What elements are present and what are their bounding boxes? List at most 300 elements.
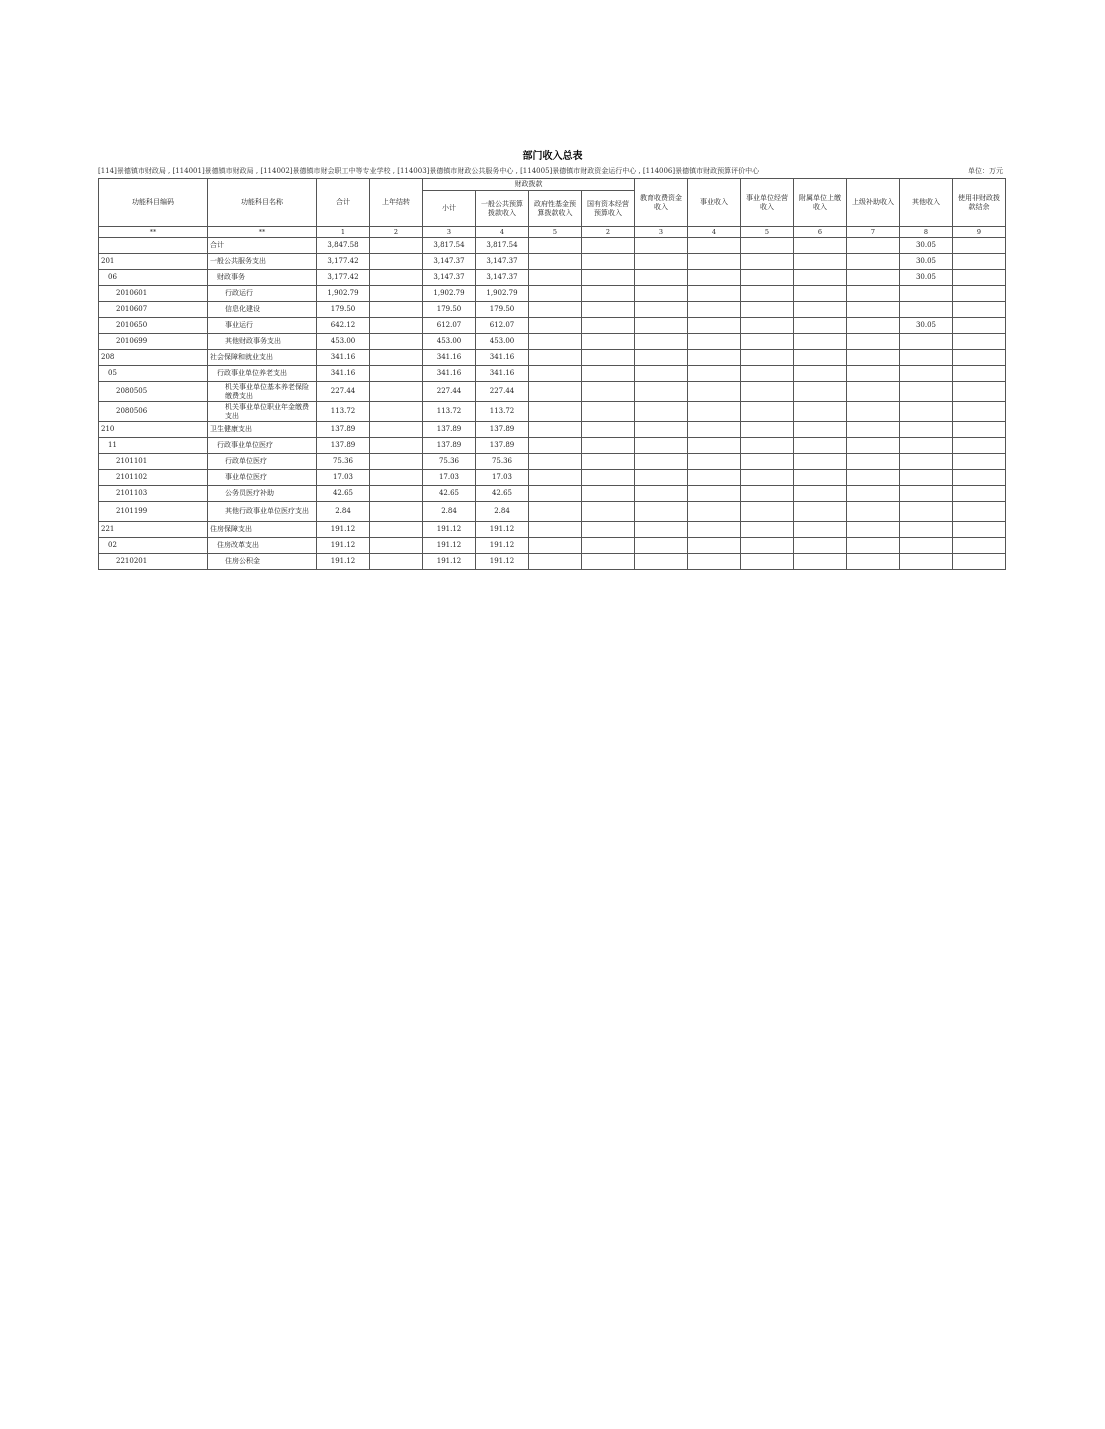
code-cell: 11: [99, 438, 208, 454]
column-index-cell: 4: [688, 227, 741, 238]
table-row: [99, 350, 1006, 366]
state-capital-cell: [582, 382, 635, 402]
gov-fund-cell: [529, 366, 582, 382]
name-cell: 其他行政事业单位医疗支出: [208, 502, 317, 522]
operating-cell: [741, 286, 794, 302]
subtotal-cell: 17.03: [423, 470, 476, 486]
total-cell: 3,177.42: [317, 270, 370, 286]
header-subtotal: 小计: [423, 191, 476, 227]
general-budget-cell: 137.89: [476, 438, 529, 454]
operating-cell: [741, 438, 794, 454]
business-cell: [688, 334, 741, 350]
operating-cell: [741, 402, 794, 422]
code-cell: 2101102: [99, 470, 208, 486]
affiliated-cell: [794, 254, 847, 270]
operating-cell: [741, 554, 794, 570]
affiliated-cell: [794, 402, 847, 422]
state-capital-cell: [582, 438, 635, 454]
state-capital-cell: [582, 254, 635, 270]
table-row: [99, 470, 1006, 486]
code-cell: 2101101: [99, 454, 208, 470]
table-row: [99, 382, 1006, 402]
code-cell: 2010699: [99, 334, 208, 350]
table-row: [99, 334, 1006, 350]
header-operating: 事业单位经营收入: [741, 179, 794, 227]
table-row: [99, 254, 1006, 270]
table-row: [99, 402, 1006, 422]
non-fiscal-cell: [953, 350, 1006, 366]
affiliated-cell: [794, 522, 847, 538]
affiliated-cell: [794, 486, 847, 502]
non-fiscal-cell: [953, 318, 1006, 334]
operating-cell: [741, 318, 794, 334]
gov-fund-cell: [529, 286, 582, 302]
total-cell: 42.65: [317, 486, 370, 502]
affiliated-cell: [794, 318, 847, 334]
table-row: [99, 366, 1006, 382]
code-cell: 2080506: [99, 402, 208, 422]
carryover-cell: [370, 522, 423, 538]
affiliated-cell: [794, 554, 847, 570]
column-index-cell: **: [208, 227, 317, 238]
table-row: [99, 438, 1006, 454]
affiliated-cell: [794, 302, 847, 318]
superior-cell: [847, 318, 900, 334]
superior-cell: [847, 554, 900, 570]
state-capital-cell: [582, 402, 635, 422]
affiliated-cell: [794, 422, 847, 438]
business-cell: [688, 438, 741, 454]
code-cell: 2101199: [99, 502, 208, 522]
other-income-cell: [900, 350, 953, 366]
column-index-cell: 5: [529, 227, 582, 238]
business-cell: [688, 422, 741, 438]
business-cell: [688, 366, 741, 382]
other-income-cell: [900, 438, 953, 454]
total-cell: 137.89: [317, 422, 370, 438]
subtotal-cell: 191.12: [423, 522, 476, 538]
code-cell: 05: [99, 366, 208, 382]
general-budget-cell: 191.12: [476, 538, 529, 554]
code-cell: 2080505: [99, 382, 208, 402]
code-cell: 221: [99, 522, 208, 538]
gov-fund-cell: [529, 538, 582, 554]
affiliated-cell: [794, 454, 847, 470]
other-income-cell: [900, 402, 953, 422]
business-cell: [688, 454, 741, 470]
business-cell: [688, 554, 741, 570]
edu-fee-cell: [635, 522, 688, 538]
general-budget-cell: 17.03: [476, 470, 529, 486]
total-cell: 2.84: [317, 502, 370, 522]
table-row: [99, 554, 1006, 570]
name-cell: 行政运行: [208, 286, 317, 302]
general-budget-cell: 3,147.37: [476, 254, 529, 270]
unit-label: 单位：万元: [968, 167, 1003, 175]
affiliated-cell: [794, 270, 847, 286]
name-cell: 事业单位医疗: [208, 470, 317, 486]
total-cell: 191.12: [317, 554, 370, 570]
business-cell: [688, 318, 741, 334]
gov-fund-cell: [529, 270, 582, 286]
column-index-cell: 3: [635, 227, 688, 238]
superior-cell: [847, 302, 900, 318]
column-index-cell: 8: [900, 227, 953, 238]
non-fiscal-cell: [953, 286, 1006, 302]
subtotal-cell: 42.65: [423, 486, 476, 502]
edu-fee-cell: [635, 382, 688, 402]
header-edu-fee: 教育收费资金收入: [635, 179, 688, 227]
subtotal-cell: 341.16: [423, 366, 476, 382]
edu-fee-cell: [635, 486, 688, 502]
operating-cell: [741, 238, 794, 254]
table-row: [99, 486, 1006, 502]
operating-cell: [741, 486, 794, 502]
carryover-cell: [370, 502, 423, 522]
general-budget-cell: 3,147.37: [476, 270, 529, 286]
code-cell: 06: [99, 270, 208, 286]
total-cell: 191.12: [317, 522, 370, 538]
edu-fee-cell: [635, 270, 688, 286]
name-cell: 住房改革支出: [208, 538, 317, 554]
general-budget-cell: 453.00: [476, 334, 529, 350]
carryover-cell: [370, 438, 423, 454]
state-capital-cell: [582, 470, 635, 486]
header-affiliated: 附属单位上缴收入: [794, 179, 847, 227]
column-index-cell: 9: [953, 227, 1006, 238]
business-cell: [688, 486, 741, 502]
subtotal-cell: 191.12: [423, 554, 476, 570]
other-income-cell: [900, 454, 953, 470]
edu-fee-cell: [635, 454, 688, 470]
subtotal-cell: 113.72: [423, 402, 476, 422]
superior-cell: [847, 334, 900, 350]
total-cell: 341.16: [317, 350, 370, 366]
other-income-cell: [900, 554, 953, 570]
superior-cell: [847, 382, 900, 402]
state-capital-cell: [582, 454, 635, 470]
gov-fund-cell: [529, 486, 582, 502]
general-budget-cell: 2.84: [476, 502, 529, 522]
table-row: [99, 538, 1006, 554]
other-income-cell: [900, 286, 953, 302]
name-cell: 行政事业单位医疗: [208, 438, 317, 454]
header-total: 合计: [317, 179, 370, 227]
total-cell: 75.36: [317, 454, 370, 470]
general-budget-cell: 191.12: [476, 522, 529, 538]
affiliated-cell: [794, 470, 847, 486]
carryover-cell: [370, 366, 423, 382]
header-gov-fund: 政府性基金预算拨款收入: [529, 191, 582, 227]
superior-cell: [847, 438, 900, 454]
header-name: 功能科目名称: [208, 179, 317, 227]
other-income-cell: 30.05: [900, 270, 953, 286]
business-cell: [688, 302, 741, 318]
total-cell: 191.12: [317, 538, 370, 554]
edu-fee-cell: [635, 286, 688, 302]
non-fiscal-cell: [953, 334, 1006, 350]
header-code: 功能科目编码: [99, 179, 208, 227]
other-income-cell: [900, 470, 953, 486]
carryover-cell: [370, 350, 423, 366]
subtotal-cell: 137.89: [423, 438, 476, 454]
affiliated-cell: [794, 438, 847, 454]
superior-cell: [847, 402, 900, 422]
other-income-cell: 30.05: [900, 238, 953, 254]
business-cell: [688, 270, 741, 286]
carryover-cell: [370, 470, 423, 486]
business-cell: [688, 502, 741, 522]
carryover-cell: [370, 422, 423, 438]
name-cell: 机关事业单位职业年金缴费支出: [208, 402, 317, 422]
name-cell: 机关事业单位基本养老保险缴费支出: [208, 382, 317, 402]
gov-fund-cell: [529, 438, 582, 454]
operating-cell: [741, 270, 794, 286]
carryover-cell: [370, 402, 423, 422]
non-fiscal-cell: [953, 382, 1006, 402]
column-index-cell: 7: [847, 227, 900, 238]
operating-cell: [741, 454, 794, 470]
non-fiscal-cell: [953, 254, 1006, 270]
general-budget-cell: 75.36: [476, 454, 529, 470]
total-cell: 453.00: [317, 334, 370, 350]
gov-fund-cell: [529, 382, 582, 402]
business-cell: [688, 538, 741, 554]
total-cell: 113.72: [317, 402, 370, 422]
state-capital-cell: [582, 334, 635, 350]
superior-cell: [847, 522, 900, 538]
other-income-cell: [900, 522, 953, 538]
carryover-cell: [370, 318, 423, 334]
superior-cell: [847, 350, 900, 366]
other-income-cell: [900, 502, 953, 522]
state-capital-cell: [582, 486, 635, 502]
name-cell: 行政单位医疗: [208, 454, 317, 470]
operating-cell: [741, 302, 794, 318]
edu-fee-cell: [635, 318, 688, 334]
carryover-cell: [370, 254, 423, 270]
gov-fund-cell: [529, 554, 582, 570]
name-cell: 行政事业单位养老支出: [208, 366, 317, 382]
units-list: [114]景德镇市财政局 , [114001]景德镇市财政局 , [114002]景德镇市财会职工中等专业学校 , [114003]景德镇市财政公共服务中心 , [114005]景德镇市财政资金运行中心 , [114006]景德镇市财政预算评价中心: [98, 167, 760, 175]
affiliated-cell: [794, 286, 847, 302]
non-fiscal-cell: [953, 366, 1006, 382]
subtotal-cell: 612.07: [423, 318, 476, 334]
state-capital-cell: [582, 238, 635, 254]
non-fiscal-cell: [953, 238, 1006, 254]
state-capital-cell: [582, 366, 635, 382]
superior-cell: [847, 286, 900, 302]
operating-cell: [741, 422, 794, 438]
carryover-cell: [370, 486, 423, 502]
affiliated-cell: [794, 350, 847, 366]
non-fiscal-cell: [953, 470, 1006, 486]
name-cell: 公务员医疗补助: [208, 486, 317, 502]
column-index-cell: 2: [370, 227, 423, 238]
edu-fee-cell: [635, 554, 688, 570]
code-cell: 210: [99, 422, 208, 438]
operating-cell: [741, 522, 794, 538]
gov-fund-cell: [529, 454, 582, 470]
table-row: [99, 286, 1006, 302]
carryover-cell: [370, 334, 423, 350]
gov-fund-cell: [529, 334, 582, 350]
other-income-cell: 30.05: [900, 254, 953, 270]
carryover-cell: [370, 286, 423, 302]
affiliated-cell: [794, 538, 847, 554]
header-state-capital: 国有资本经营预算收入: [582, 191, 635, 227]
column-index-row: [99, 227, 1006, 238]
name-cell: 事业运行: [208, 318, 317, 334]
carryover-cell: [370, 302, 423, 318]
name-cell: 住房公积金: [208, 554, 317, 570]
general-budget-cell: 42.65: [476, 486, 529, 502]
total-cell: 17.03: [317, 470, 370, 486]
operating-cell: [741, 538, 794, 554]
state-capital-cell: [582, 554, 635, 570]
state-capital-cell: [582, 270, 635, 286]
income-summary-table: [98, 178, 1006, 570]
header-general-budget: 一般公共预算拨款收入: [476, 191, 529, 227]
column-index-cell: 2: [582, 227, 635, 238]
carryover-cell: [370, 538, 423, 554]
edu-fee-cell: [635, 334, 688, 350]
non-fiscal-cell: [953, 454, 1006, 470]
total-cell: 3,177.42: [317, 254, 370, 270]
edu-fee-cell: [635, 302, 688, 318]
total-cell: 642.12: [317, 318, 370, 334]
subtotal-cell: 3,147.37: [423, 270, 476, 286]
affiliated-cell: [794, 334, 847, 350]
operating-cell: [741, 366, 794, 382]
state-capital-cell: [582, 318, 635, 334]
subtotal-cell: 3,147.37: [423, 254, 476, 270]
gov-fund-cell: [529, 502, 582, 522]
edu-fee-cell: [635, 438, 688, 454]
name-cell: 卫生健康支出: [208, 422, 317, 438]
business-cell: [688, 254, 741, 270]
table-row: [99, 422, 1006, 438]
general-budget-cell: 191.12: [476, 554, 529, 570]
code-cell: 2101103: [99, 486, 208, 502]
subtotal-cell: 191.12: [423, 538, 476, 554]
affiliated-cell: [794, 238, 847, 254]
general-budget-cell: 137.89: [476, 422, 529, 438]
code-cell: 2010601: [99, 286, 208, 302]
gov-fund-cell: [529, 470, 582, 486]
operating-cell: [741, 470, 794, 486]
edu-fee-cell: [635, 538, 688, 554]
non-fiscal-cell: [953, 502, 1006, 522]
superior-cell: [847, 254, 900, 270]
gov-fund-cell: [529, 422, 582, 438]
code-cell: 201: [99, 254, 208, 270]
non-fiscal-cell: [953, 302, 1006, 318]
gov-fund-cell: [529, 318, 582, 334]
report-subtitle: [0, 166, 1003, 177]
code-cell: 2210201: [99, 554, 208, 570]
table-body: [99, 238, 1006, 570]
subtotal-cell: 453.00: [423, 334, 476, 350]
name-cell: 一般公共服务支出: [208, 254, 317, 270]
page-title: 部门收入总表: [522, 151, 583, 162]
name-cell: 社会保障和就业支出: [208, 350, 317, 366]
state-capital-cell: [582, 538, 635, 554]
name-cell: 其他财政事务支出: [208, 334, 317, 350]
gov-fund-cell: [529, 254, 582, 270]
superior-cell: [847, 538, 900, 554]
non-fiscal-cell: [953, 554, 1006, 570]
carryover-cell: [370, 238, 423, 254]
business-cell: [688, 522, 741, 538]
header-business: 事业收入: [688, 179, 741, 227]
edu-fee-cell: [635, 366, 688, 382]
code-cell: [99, 238, 208, 254]
column-index-cell: 1: [317, 227, 370, 238]
header-other: 其他收入: [900, 179, 953, 227]
other-income-cell: [900, 302, 953, 318]
non-fiscal-cell: [953, 422, 1006, 438]
edu-fee-cell: [635, 254, 688, 270]
operating-cell: [741, 254, 794, 270]
total-cell: 179.50: [317, 302, 370, 318]
total-cell: 137.89: [317, 438, 370, 454]
subtotal-cell: 1,902.79: [423, 286, 476, 302]
carryover-cell: [370, 270, 423, 286]
state-capital-cell: [582, 350, 635, 366]
column-index-cell: 4: [476, 227, 529, 238]
column-index-cell: 6: [794, 227, 847, 238]
state-capital-cell: [582, 286, 635, 302]
total-cell: 3,847.58: [317, 238, 370, 254]
state-capital-cell: [582, 502, 635, 522]
table-row: [99, 454, 1006, 470]
non-fiscal-cell: [953, 438, 1006, 454]
name-cell: 财政事务: [208, 270, 317, 286]
table-row: [99, 238, 1006, 254]
superior-cell: [847, 454, 900, 470]
operating-cell: [741, 502, 794, 522]
general-budget-cell: 227.44: [476, 382, 529, 402]
carryover-cell: [370, 554, 423, 570]
operating-cell: [741, 334, 794, 350]
column-index-cell: 5: [741, 227, 794, 238]
business-cell: [688, 286, 741, 302]
state-capital-cell: [582, 522, 635, 538]
edu-fee-cell: [635, 502, 688, 522]
other-income-cell: [900, 382, 953, 402]
table-row: [99, 318, 1006, 334]
subtotal-cell: 227.44: [423, 382, 476, 402]
table-row: [99, 302, 1006, 318]
general-budget-cell: 341.16: [476, 366, 529, 382]
gov-fund-cell: [529, 238, 582, 254]
header-carryover: 上年结转: [370, 179, 423, 227]
general-budget-cell: 612.07: [476, 318, 529, 334]
table-row: [99, 270, 1006, 286]
table-row: [99, 522, 1006, 538]
operating-cell: [741, 350, 794, 366]
other-income-cell: [900, 486, 953, 502]
general-budget-cell: 179.50: [476, 302, 529, 318]
state-capital-cell: [582, 422, 635, 438]
other-income-cell: 30.05: [900, 318, 953, 334]
gov-fund-cell: [529, 302, 582, 318]
code-cell: 2010607: [99, 302, 208, 318]
other-income-cell: [900, 334, 953, 350]
non-fiscal-cell: [953, 538, 1006, 554]
superior-cell: [847, 486, 900, 502]
